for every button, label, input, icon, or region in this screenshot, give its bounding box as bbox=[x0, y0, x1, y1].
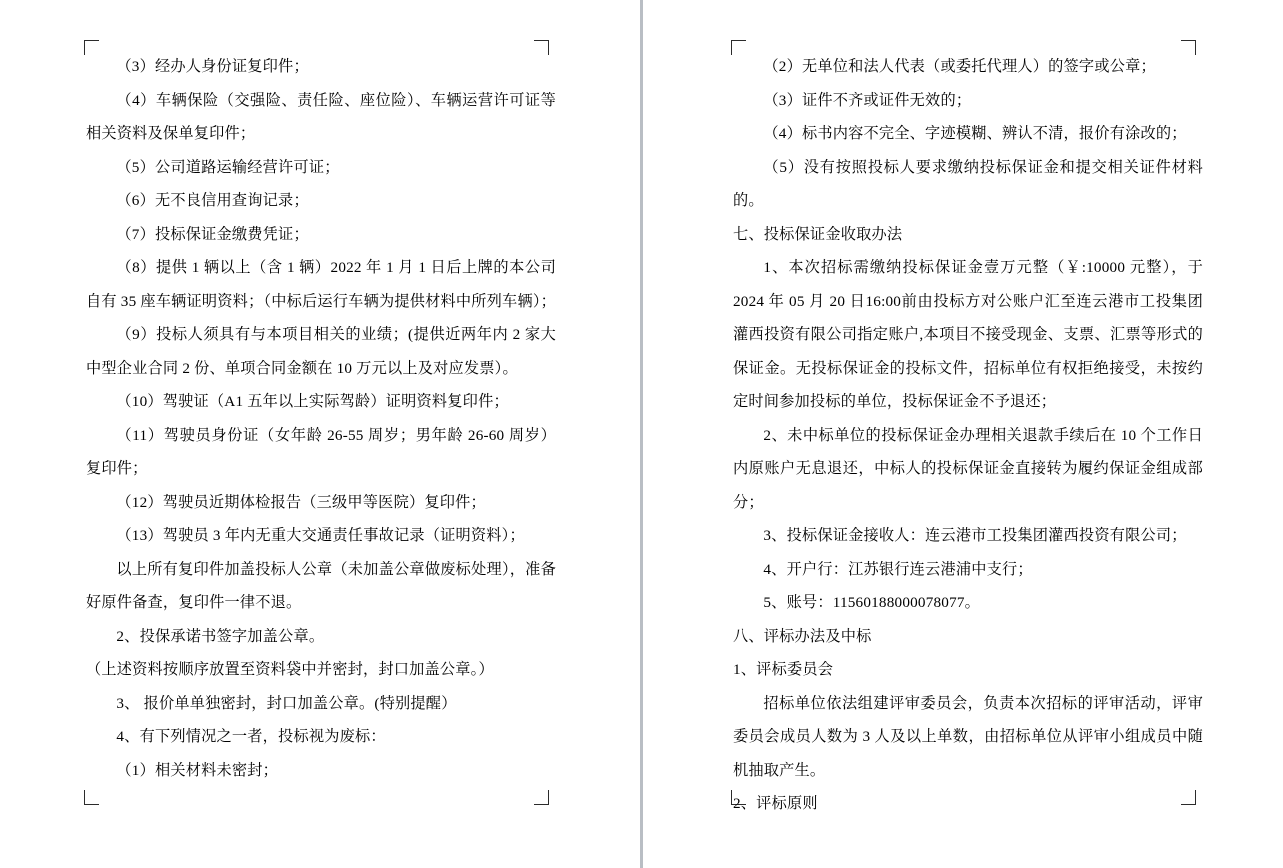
paragraph: （上述资料按顺序放置至资料袋中并密封，封口加盖公章。） bbox=[86, 661, 494, 678]
paragraph: （9）投标人须具有与本项目相关的业绩；(提供近两年内 2 家大中型企业合同 2 份、单项合同金额在 10 万元以上及对应发票）。 bbox=[86, 326, 556, 377]
paragraph: 3、投标保证金接收人：连云港市工投集团灌西投资有限公司； bbox=[763, 527, 1187, 544]
paragraph: （12）驾驶员近期体检报告（三级甲等医院）复印件； bbox=[116, 493, 486, 511]
subsection-heading: 2、评标原则 bbox=[733, 795, 818, 812]
paragraph: （3）经办人身份证复印件； bbox=[116, 58, 309, 75]
section-heading: 八、评标办法及中标 bbox=[733, 627, 872, 645]
page-right-text-body bbox=[733, 50, 1207, 821]
paragraph: （4）车辆保险（交强险、责任险、座位险）、车辆运营许可证等相关资料及保单复印件； bbox=[86, 91, 556, 142]
paragraph: 以上所有复印件加盖投标人公章（未加盖公章做废标处理），准备好原件备查，复印件一律不退。 bbox=[86, 560, 556, 611]
paragraph: 4、有下列情况之一者，投标视为废标： bbox=[116, 728, 386, 745]
paragraph: （1）相关材料未密封； bbox=[116, 761, 279, 779]
paragraph: （8）提供 1 辆以上（含 1 辆）2022 年 1 月 1 日后上牌的本公司自有 35 座车辆证明资料；（中标后运行车辆为提供材料中所列车辆）； bbox=[86, 259, 557, 310]
section-heading: 七、投标保证金收取办法 bbox=[733, 225, 903, 243]
paragraph: （5）没有按照投标人要求缴纳投标保证金和提交相关证件材料的。 bbox=[733, 158, 1203, 209]
paragraph: 5、账号：11560188000078077。 bbox=[763, 594, 981, 611]
subsection-heading: 1、评标委员会 bbox=[733, 661, 834, 678]
paragraph: （7）投标保证金缴费凭证； bbox=[116, 225, 309, 243]
page-left bbox=[0, 0, 640, 868]
paragraph: 4、开户行：江苏银行连云港浦中支行； bbox=[763, 560, 1033, 578]
crop-mark-bottom-left bbox=[84, 790, 99, 805]
paragraph: （13）驾驶员 3 年内无重大交通责任事故记录（证明资料）； bbox=[116, 527, 525, 544]
paragraph: 2、投保承诺书签字加盖公章。 bbox=[116, 627, 325, 645]
paragraph: （4）标书内容不完全、字迹模糊、辨认不清，报价有涂改的； bbox=[763, 125, 1187, 142]
paragraph: （11）驾驶员身份证（女年龄 26-55 周岁；男年龄 26-60 周岁）复印件； bbox=[86, 426, 556, 477]
paragraph: （3）证件不齐或证件无效的； bbox=[763, 91, 972, 109]
page-left-text-body bbox=[86, 50, 556, 787]
paragraph: （10）驾驶证（A1 五年以上实际驾龄）证明资料复印件； bbox=[116, 393, 509, 410]
paragraph: （6）无不良信用查询记录； bbox=[116, 192, 309, 209]
paragraph: 2、未中标单位的投标保证金办理相关退款手续后在 10 个工作日内原账户无息退还，中标人的投标保证金直接转为履约保证金组成部分； bbox=[733, 426, 1203, 511]
crop-mark-bottom-right bbox=[534, 790, 549, 805]
page-right bbox=[643, 0, 1283, 868]
paragraph: 3、 报价单单独密封，封口加盖公章。(特别提醒） bbox=[116, 694, 457, 712]
paragraph: （2）无单位和法人代表（或委托代理人）的签字或公章； bbox=[763, 58, 1156, 75]
paragraph: 1、本次招标需缴纳投标保证金壹万元整（￥:10000 元整），于 2024 年 05 月 20 日16:00前由投标方对公账户汇至连云港市工投集团灌西投资有限公司指定账户,本项目不接受现金、支票、汇票等形式的保证金。无投标保证金的投标文件，招标单位有权拒绝接受，未按约定时间参加投标的单位，投标保证金不予退还； bbox=[733, 259, 1207, 410]
paragraph: 招标单位依法组建评审委员会，负责本次招标的评审活动，评审委员会成员人数为 3 人及以上单数，由招标单位从评审小组成员中随机抽取产生。 bbox=[733, 694, 1203, 779]
paragraph: （5）公司道路运输经营许可证； bbox=[116, 158, 340, 176]
